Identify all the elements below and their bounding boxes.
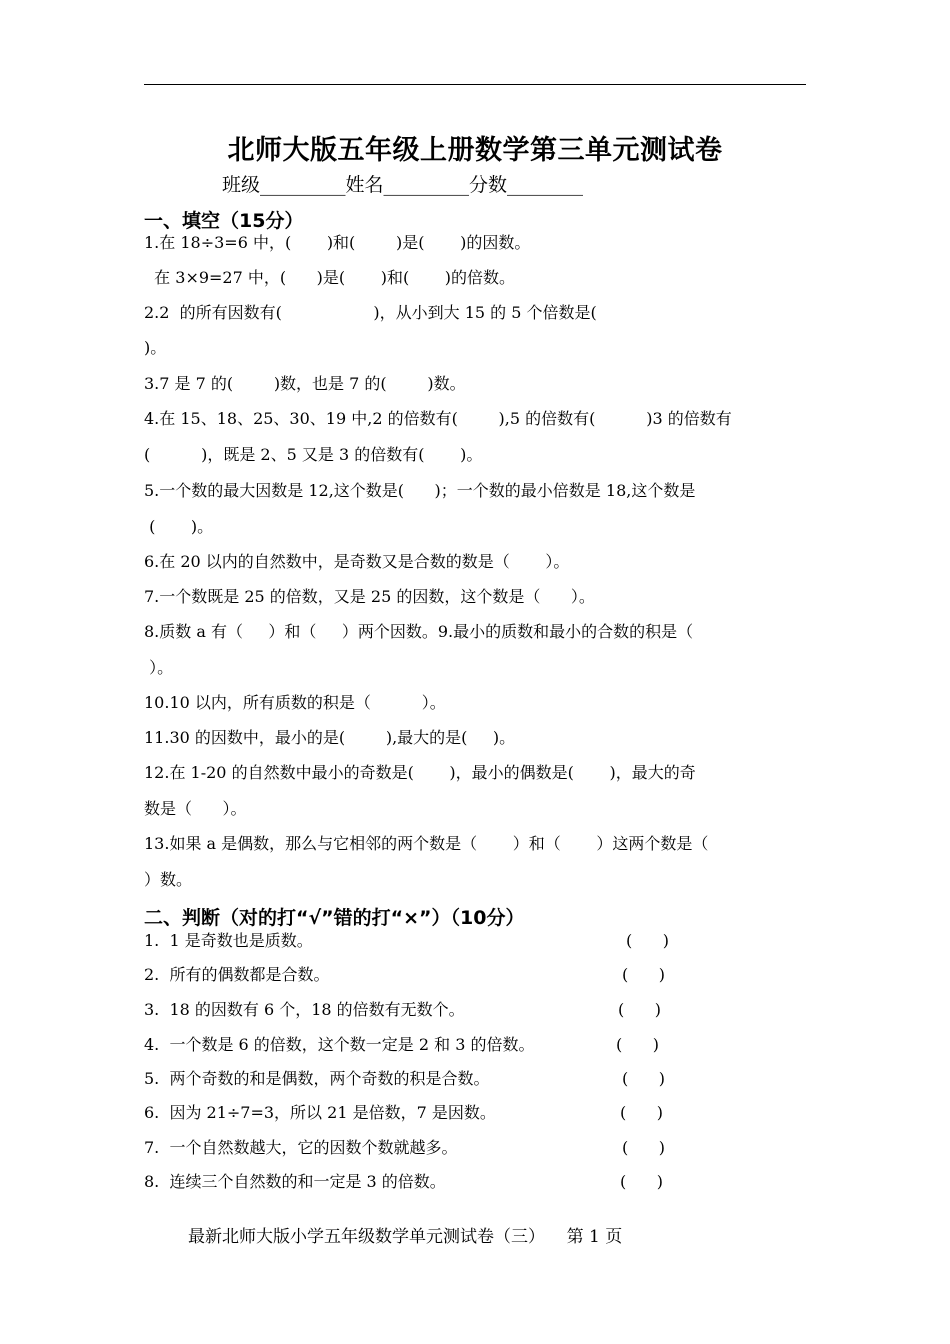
section-1-heading: 一、填空（15分） — [144, 210, 304, 232]
question-line: ( )。 — [144, 517, 214, 536]
question-line: 8.质数 a 有（ ）和（ ）两个因数。9.最小的质数和最小的合数的积是（ — [144, 622, 694, 641]
answer-parentheses: ( ) — [620, 1172, 663, 1191]
question-line: 13.如果 a 是偶数，那么与它相邻的两个数是（ ）和（ ）这两个数是（ — [144, 834, 709, 853]
answer-parentheses: ( ) — [622, 1138, 665, 1157]
question-line: 1.在 18÷3=6 中，( )和( )是( )的因数。 — [144, 233, 531, 252]
question-line: 3.7 是 7 的( )数，也是 7 的( )数。 — [144, 374, 466, 393]
question-line: ）数。 — [144, 870, 193, 889]
question-line: 6.在 20 以内的自然数中，是奇数又是合数的数是（ ）。 — [144, 552, 570, 571]
judgment-item: 2. 所有的偶数都是合数。 — [144, 965, 330, 984]
question-line: ( )，既是 2、5 又是 3 的倍数有( )。 — [144, 445, 483, 464]
top-rule — [144, 84, 806, 85]
question-line: 7.一个数既是 25 的倍数，又是 25 的因数，这个数是（ ）。 — [144, 587, 595, 606]
answer-parentheses: ( ) — [616, 1035, 659, 1054]
answer-parentheses: ( ) — [622, 965, 665, 984]
answer-parentheses: ( ) — [620, 1103, 663, 1122]
judgment-item: 6. 因为 21÷7=3，所以 21 是倍数，7 是因数。 — [144, 1103, 496, 1122]
section-2-heading: 二、判断（对的打“√”错的打“×”）（10分） — [144, 907, 525, 929]
question-line: 5.一个数的最大因数是 12,这个数是( )；一个数的最小倍数是 18,这个数是 — [144, 481, 696, 500]
page-footer: 最新北师大版小学五年级数学单元测试卷（三） 第 1 页 — [188, 1227, 623, 1247]
judgment-item: 5. 两个奇数的和是偶数，两个奇数的积是合数。 — [144, 1069, 490, 1088]
judgment-item: 3. 18 的因数有 6 个，18 的倍数有无数个。 — [144, 1000, 465, 1019]
question-line: 11.30 的因数中，最小的是( ),最大的是( )。 — [144, 728, 516, 747]
question-line: )。 — [144, 338, 167, 357]
judgment-item: 4. 一个数是 6 的倍数，这个数一定是 2 和 3 的倍数。 — [144, 1035, 535, 1054]
question-line: 4.在 15、18、25、30、19 中,2 的倍数有( ),5 的倍数有( )3 的倍数有 — [144, 409, 732, 428]
judgment-item: 1. 1 是奇数也是质数。 — [144, 931, 313, 950]
judgment-item: 7. 一个自然数越大，它的因数个数就越多。 — [144, 1138, 458, 1157]
question-line: 2.2 的所有因数有( )，从小到大 15 的 5 个倍数是( — [144, 303, 597, 322]
question-line: 数是（ ）。 — [144, 799, 247, 818]
question-line: 10.10 以内，所有质数的积是（ ）。 — [144, 693, 446, 712]
page-title: 北师大版五年级上册数学第三单元测试卷 — [227, 135, 723, 166]
question-line: 12.在 1-20 的自然数中最小的奇数是( )，最小的偶数是( )，最大的奇 — [144, 763, 696, 782]
answer-parentheses: ( ) — [622, 1069, 665, 1088]
student-info-line: 班级_________姓名_________分数________ — [222, 174, 584, 196]
question-line: 在 3×9=27 中，( )是( )和( )的倍数。 — [144, 268, 516, 287]
question-line: ）。 — [144, 658, 174, 677]
judgment-item: 8. 连续三个自然数的和一定是 3 的倍数。 — [144, 1172, 446, 1191]
answer-parentheses: ( ) — [618, 1000, 661, 1019]
answer-parentheses: ( ) — [626, 931, 669, 950]
